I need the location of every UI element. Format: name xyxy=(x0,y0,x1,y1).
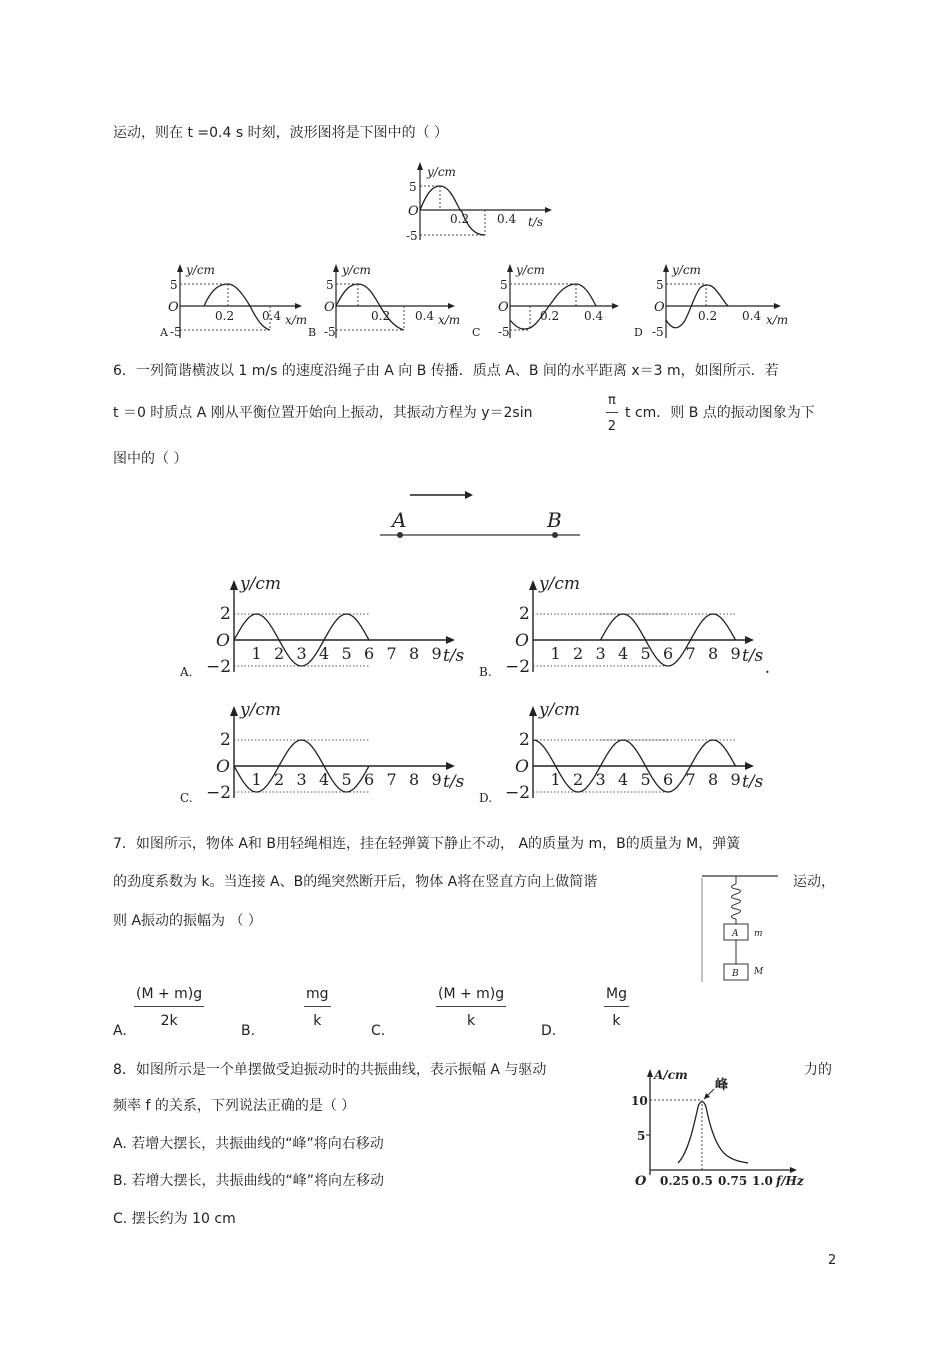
q7-opt-d-letter: D. xyxy=(541,1023,557,1039)
q6-1-tick-2: 2 xyxy=(573,644,584,663)
q5-b-ylabel: y/cm xyxy=(342,263,371,277)
q8-opt-b: B. 若增大摆长，共振曲线的“峰”将向左移动 xyxy=(113,1173,385,1189)
q5-main-graph xyxy=(400,160,560,250)
q6-frac-den: 2 xyxy=(607,419,617,434)
q6-0-tick-2: 2 xyxy=(274,644,285,663)
q6-graph-b xyxy=(477,572,767,682)
q5-main-ylabel: y/cm xyxy=(427,165,456,179)
q5-a-origin: O xyxy=(168,300,179,315)
q7-line2-end: 运动， xyxy=(793,874,835,890)
q6-3-tick-2: 2 xyxy=(573,770,584,789)
q8-origin: O xyxy=(635,1174,647,1189)
q6-2-tick-1: 1 xyxy=(251,770,262,789)
q5-d-ylabel: y/cm xyxy=(672,263,701,277)
q6-3-tick-9: 9 xyxy=(730,770,741,789)
q6-graph-a xyxy=(178,572,468,682)
q5-c-ylabel: y/cm xyxy=(516,263,545,277)
q6-2-tick-8: 8 xyxy=(409,770,420,789)
q5-d-y5: 5 xyxy=(656,278,664,292)
q6-1-tick-1: 1 xyxy=(550,644,561,663)
q6-1-tick-8: 8 xyxy=(708,644,719,663)
q6-1-ylabel: y/cm xyxy=(539,574,580,594)
q6-1-tick-6: 6 xyxy=(663,644,674,663)
q8-resonance-graph xyxy=(630,1065,810,1195)
q5-c-yneg5: -5 xyxy=(498,325,510,339)
q7-spring-figure xyxy=(700,870,790,985)
q6-3-tick-5: 5 xyxy=(640,770,651,789)
q6-0-tick-8: 8 xyxy=(409,644,420,663)
q6-1-tick-7: 7 xyxy=(685,644,696,663)
q6-3-y2: 2 xyxy=(519,730,530,750)
q7-opt-b-letter: B. xyxy=(241,1023,256,1039)
q8-line2: 频率 f 的关系，下列说法正确的是（ ） xyxy=(113,1098,356,1114)
q7-fig-M: M xyxy=(754,967,764,977)
q6-rope-figure xyxy=(375,485,595,545)
q7-line1: 7．如图所示，物体 A和 B用轻绳相连，挂在轻弹簧下静止不动， A的质量为 m，B的质量为 M，弹簧 xyxy=(113,836,741,852)
q8-line1: 8．如图所示是一个单摆做受迫振动时的共振曲线，表示振幅 A 与驱动 xyxy=(113,1062,547,1078)
q6-0-xlabel: t/s xyxy=(443,646,465,666)
q6-2-y2: 2 xyxy=(220,730,231,750)
q5-b-yneg5: -5 xyxy=(324,325,336,339)
q8-xlabel: f/Hz xyxy=(776,1174,804,1188)
q6-0-yneg2: −2 xyxy=(206,657,232,677)
q5-c-letter: C xyxy=(472,326,481,339)
q5-b-xlabel: x/m xyxy=(438,313,461,327)
q6-graph-d xyxy=(477,698,767,808)
q6-graph-c xyxy=(178,698,468,808)
q7-opt-d-frac xyxy=(604,986,629,1029)
q5-b-origin: O xyxy=(324,300,335,315)
q6-2-yneg2: −2 xyxy=(206,783,232,803)
q7-opt-b-den: k xyxy=(313,1013,322,1029)
q6-1-tick-3: 3 xyxy=(595,644,606,663)
q6-1-xlabel: t/s xyxy=(742,646,764,666)
q5-c-y5: 5 xyxy=(500,278,508,292)
q6-3-tick-4: 4 xyxy=(618,770,629,789)
q6-0-tick-5: 5 xyxy=(341,644,352,663)
q6-1-tick-9: 9 xyxy=(730,644,741,663)
q6-0-tick-7: 7 xyxy=(386,644,397,663)
q6-2-origin: O xyxy=(216,757,230,777)
q6-3-origin: O xyxy=(515,757,529,777)
q7-fig-m: m xyxy=(754,929,763,939)
q6-line3: 图中的（ ） xyxy=(113,451,188,467)
q8-line1-end: 力的 xyxy=(804,1062,832,1078)
q5-d-x04: 0.4 xyxy=(742,309,762,323)
q6-2-tick-5: 5 xyxy=(341,770,352,789)
q5-a-y5: 5 xyxy=(170,278,178,292)
q6-3-tick-6: 6 xyxy=(663,770,674,789)
q6-1-letter: B. xyxy=(479,665,492,679)
q8-opt-a: A. 若增大摆长，共振曲线的“峰”将向右移动 xyxy=(113,1136,384,1152)
q6-0-tick-9: 9 xyxy=(431,644,442,663)
q5-b-y5: 5 xyxy=(326,278,334,292)
q7-opt-b-num: mg xyxy=(304,986,331,1007)
q5-d-x02: 0.2 xyxy=(698,309,718,323)
q6-3-xlabel: t/s xyxy=(742,772,764,792)
q5-a-letter: A xyxy=(160,326,168,339)
q7-line2: 的劲度系数为 k。当连接 A、B的绳突然断开后，物体 A将在竖直方向上做简谐 xyxy=(113,874,598,890)
q6-3-tick-8: 8 xyxy=(708,770,719,789)
q5-c-origin: O xyxy=(498,300,509,315)
q5-main-x04: 0.4 xyxy=(497,212,517,226)
q6-1-yneg2: −2 xyxy=(505,657,531,677)
q6-1-tick-4: 4 xyxy=(618,644,629,663)
q7-opt-b-frac xyxy=(304,986,331,1029)
q5-c-x04: 0.4 xyxy=(584,309,604,323)
q7-opt-d-den: k xyxy=(612,1013,621,1029)
q6-3-yneg2: −2 xyxy=(505,783,531,803)
q6-2-tick-4: 4 xyxy=(319,770,330,789)
q7-opt-c-num: (M + m)g xyxy=(436,986,506,1007)
q7-line3: 则 A振动的振幅为 （ ） xyxy=(113,913,262,929)
q6-rope-a: A xyxy=(392,508,407,532)
q5-a-ylabel: y/cm xyxy=(186,263,215,277)
q8-y5: 5 xyxy=(637,1129,646,1143)
q7-opt-a-den: 2k xyxy=(160,1013,178,1029)
q7-opt-a-letter: A. xyxy=(113,1023,127,1039)
q6-line2b: t cm．则 B 点的振动图象为下 xyxy=(625,405,815,421)
q5-a-x04: 0.4 xyxy=(262,309,282,323)
q6-0-y2: 2 xyxy=(220,604,231,624)
q6-2-tick-7: 7 xyxy=(386,770,397,789)
q5-a-yneg5: -5 xyxy=(170,325,182,339)
q5-option-c xyxy=(472,262,622,342)
q5-b-letter: B xyxy=(308,326,317,339)
q8-tick-05: 0.5 xyxy=(692,1174,713,1188)
q6-2-xlabel: t/s xyxy=(443,772,465,792)
q5-b-x02: 0.2 xyxy=(371,309,391,323)
q7-fig-a: A xyxy=(732,929,739,939)
q7-opt-c-den: k xyxy=(467,1013,476,1029)
q5-d-yneg5: -5 xyxy=(652,325,664,339)
q6-0-tick-1: 1 xyxy=(251,644,262,663)
q5-a-xlabel: x/m xyxy=(285,313,308,327)
q8-y10: 10 xyxy=(631,1094,648,1108)
q7-opt-d-num: Mg xyxy=(604,986,629,1007)
q6-line2a: t ＝0 时质点 A 刚从平衡位置开始向上振动，其振动方程为 y＝2sin xyxy=(113,405,533,421)
q8-tick-025: 0.25 xyxy=(660,1174,690,1188)
q6-3-ylabel: y/cm xyxy=(539,700,580,720)
q6-3-letter: D. xyxy=(479,791,493,805)
q6-2-ylabel: y/cm xyxy=(240,700,281,720)
q6-1-tick-5: 5 xyxy=(640,644,651,663)
q6-0-tick-3: 3 xyxy=(296,644,307,663)
q5-c-x02: 0.2 xyxy=(540,309,560,323)
q6-2-tick-3: 3 xyxy=(296,770,307,789)
q5-main-yneg5: -5 xyxy=(406,229,418,243)
q6-0-tick-6: 6 xyxy=(364,644,375,663)
q5-option-a xyxy=(160,262,310,342)
q6-frac-num: π xyxy=(606,393,618,413)
q7-opt-a-num: (M + m)g xyxy=(134,986,204,1007)
q8-opt-c: C. 摆长约为 10 cm xyxy=(113,1211,236,1227)
small-dot: • xyxy=(765,668,770,677)
q6-0-letter: A. xyxy=(180,665,193,679)
q5-main-xlabel: t/s xyxy=(528,215,544,229)
q6-3-tick-3: 3 xyxy=(595,770,606,789)
q6-3-tick-1: 1 xyxy=(550,770,561,789)
q8-tick-075: 0.75 xyxy=(718,1174,748,1188)
page-number: 2 xyxy=(828,1253,837,1268)
q5-d-letter: D xyxy=(634,326,643,339)
q7-opt-c-letter: C. xyxy=(371,1023,386,1039)
q5-main-y5: 5 xyxy=(409,180,417,194)
q8-tick-10: 1.0 xyxy=(752,1174,773,1188)
q6-2-letter: C. xyxy=(180,791,193,805)
q5-b-x04: 0.4 xyxy=(415,309,435,323)
q7-opt-a-frac xyxy=(134,986,204,1029)
q6-3-tick-7: 7 xyxy=(685,770,696,789)
q5-line: 运动，则在 t =0.4 s 时刻，波形图将是下图中的（ ） xyxy=(113,125,449,141)
q6-2-tick-2: 2 xyxy=(274,770,285,789)
q6-line1: 6．一列简谐横波以 1 m/s 的速度沿绳子由 A 向 B 传播．质点 A、B 间的水平距离 x＝3 m，如图所示．若 xyxy=(113,363,779,379)
q5-a-x02: 0.2 xyxy=(215,309,235,323)
q5-main-origin: O xyxy=(408,204,419,219)
q7-opt-c-frac xyxy=(436,986,506,1029)
q6-0-origin: O xyxy=(216,631,230,651)
q6-1-origin: O xyxy=(515,631,529,651)
q6-2-tick-6: 6 xyxy=(364,770,375,789)
q8-peak-label: 峰 xyxy=(715,1078,729,1093)
q5-d-xlabel: x/m xyxy=(766,313,789,327)
q6-fraction xyxy=(606,393,618,434)
q6-0-tick-4: 4 xyxy=(319,644,330,663)
q6-rope-b: B xyxy=(547,508,562,532)
q7-fig-b: B xyxy=(732,969,739,979)
q5-option-b xyxy=(308,262,461,342)
q5-option-d xyxy=(634,262,794,342)
q6-2-tick-9: 9 xyxy=(431,770,442,789)
q5-main-x02: 0.2 xyxy=(450,212,470,226)
q5-d-origin: O xyxy=(654,300,665,315)
q8-ylabel: A/cm xyxy=(654,1068,688,1082)
q6-1-y2: 2 xyxy=(519,604,530,624)
q6-0-ylabel: y/cm xyxy=(240,574,281,594)
